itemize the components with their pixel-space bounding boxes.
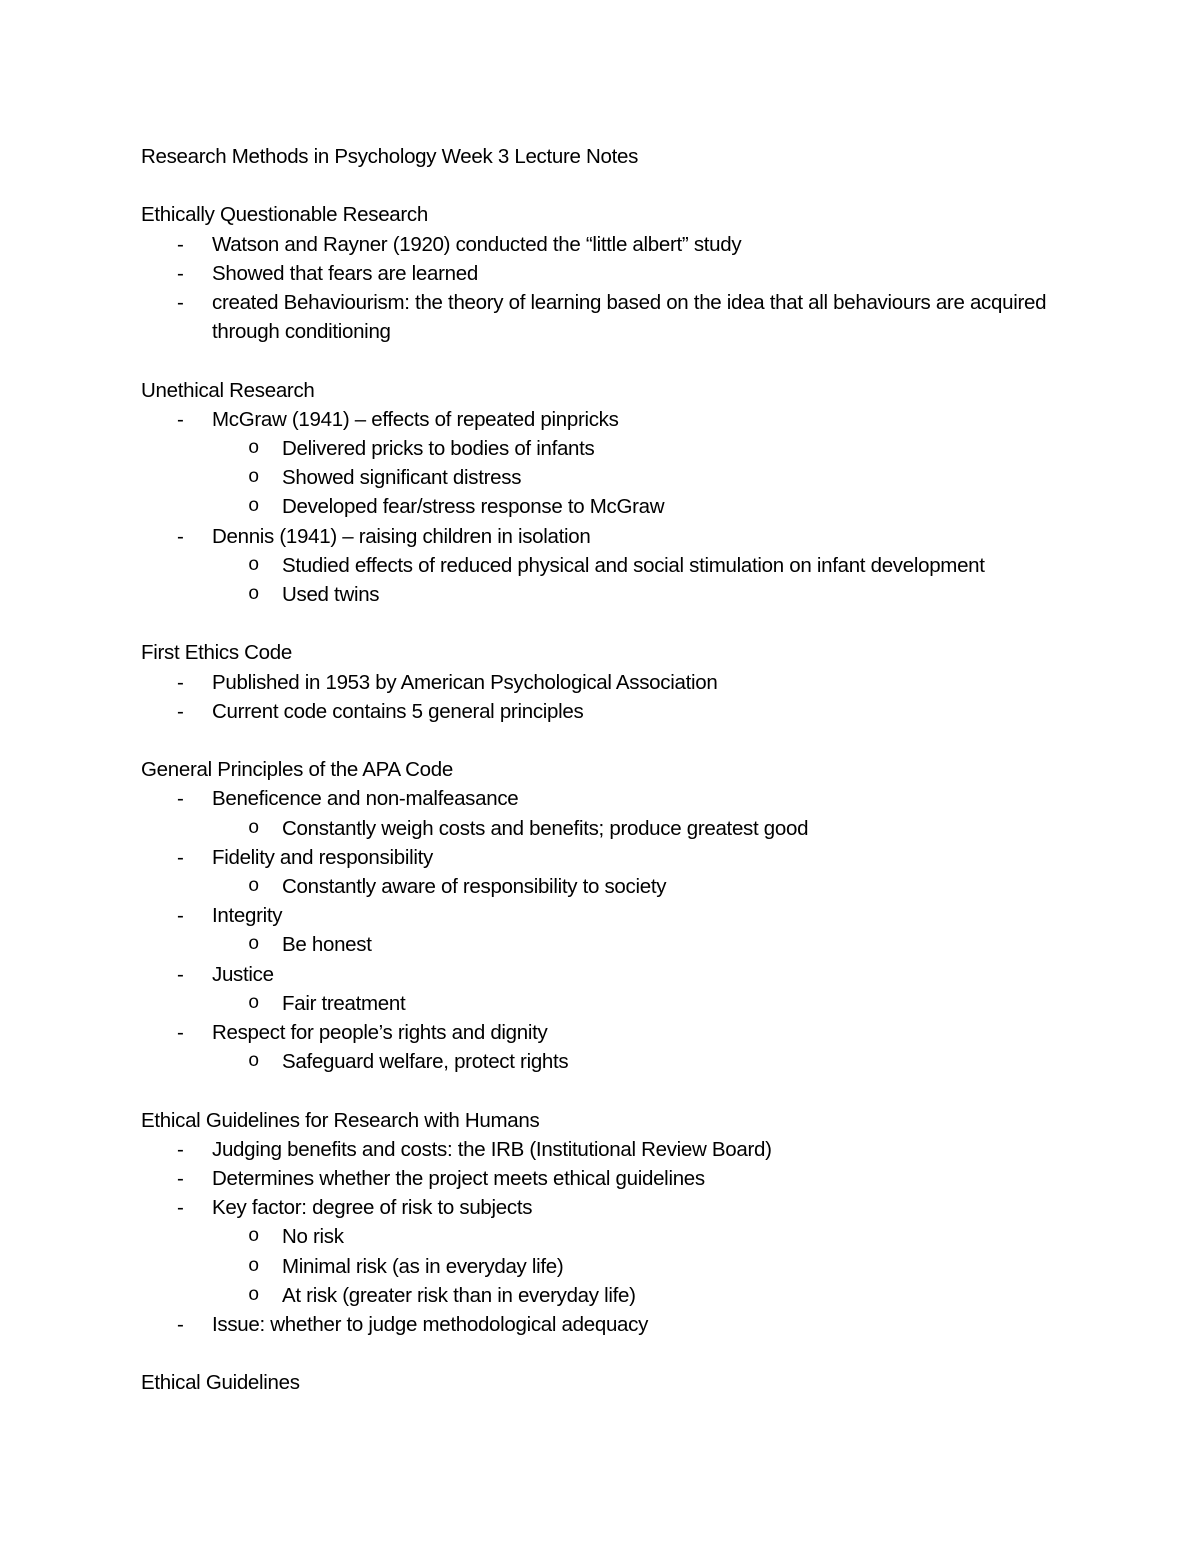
list-item bbox=[141, 1164, 1101, 1193]
dash-bullet-marker: - bbox=[177, 962, 184, 986]
sub-bullet-list bbox=[141, 989, 1101, 1018]
dash-bullet-marker: - bbox=[177, 670, 184, 694]
list-item bbox=[141, 522, 1101, 610]
list-item-text: Issue: whether to judge methodological adequacy bbox=[212, 1313, 649, 1337]
list-item bbox=[141, 901, 1101, 959]
circle-bullet-marker: o bbox=[248, 816, 260, 839]
sub-list-item bbox=[141, 580, 1101, 609]
section-heading: First Ethics Code bbox=[141, 641, 292, 665]
list-item-text: Beneficence and non-malfeasance bbox=[212, 787, 519, 811]
list-item-text: Justice bbox=[212, 962, 274, 986]
list-item bbox=[141, 668, 1101, 697]
list-item bbox=[141, 1135, 1101, 1164]
sub-list-item-text: Used twins bbox=[282, 583, 380, 607]
section bbox=[141, 638, 1101, 726]
list-item bbox=[141, 230, 1101, 259]
dash-bullet-marker: - bbox=[177, 232, 184, 256]
sections-container bbox=[141, 200, 1101, 1397]
spacer bbox=[141, 171, 1101, 200]
dash-bullet-marker: - bbox=[177, 699, 184, 723]
bullet-list bbox=[141, 230, 1101, 347]
dash-bullet-marker: - bbox=[177, 1196, 184, 1220]
section-heading: Unethical Research bbox=[141, 378, 315, 402]
dash-bullet-marker: - bbox=[177, 1313, 184, 1337]
sub-list-item bbox=[141, 434, 1101, 463]
list-item-text: McGraw (1941) – effects of repeated pinpricks bbox=[212, 407, 619, 431]
section bbox=[141, 755, 1101, 1076]
sub-list-item bbox=[141, 1047, 1101, 1076]
list-item bbox=[141, 259, 1101, 288]
dash-bullet-marker: - bbox=[177, 291, 184, 314]
circle-bullet-marker: o bbox=[248, 583, 260, 606]
dash-bullet-marker: - bbox=[177, 845, 184, 869]
circle-bullet-marker: o bbox=[248, 1050, 260, 1073]
sub-list-item bbox=[141, 1222, 1101, 1251]
circle-bullet-marker: o bbox=[248, 437, 260, 459]
list-item bbox=[141, 405, 1101, 522]
document-title: Research Methods in Psychology Week 3 Lecture Notes bbox=[141, 145, 639, 168]
sub-list-item-text: At risk (greater risk than in everyday life) bbox=[282, 1283, 636, 1307]
section-heading: Ethically Questionable Research bbox=[141, 203, 428, 227]
circle-bullet-marker: o bbox=[248, 466, 260, 489]
sub-bullet-list bbox=[141, 434, 1101, 522]
document-body bbox=[141, 142, 1101, 1427]
list-item bbox=[141, 1193, 1101, 1310]
sub-list-item bbox=[141, 551, 1101, 580]
sub-list-item bbox=[141, 492, 1101, 521]
bullet-list bbox=[141, 1135, 1101, 1339]
sub-list-item-text: Developed fear/stress response to McGraw bbox=[282, 495, 665, 519]
circle-bullet-marker: o bbox=[248, 553, 260, 576]
dash-bullet-marker: - bbox=[177, 407, 184, 431]
sub-list-item-text: Fair treatment bbox=[282, 991, 406, 1015]
sub-bullet-list bbox=[141, 1047, 1101, 1076]
list-item bbox=[141, 960, 1101, 1018]
dash-bullet-marker: - bbox=[177, 261, 184, 285]
list-item-text: created Behaviourism: the theory of learning based on the idea that all behaviours are acquired through conditioning bbox=[212, 291, 1047, 344]
list-item-text: Fidelity and responsibility bbox=[212, 845, 433, 869]
sub-list-item-text: No risk bbox=[282, 1225, 344, 1249]
list-item-text: Published in 1953 by American Psychological Association bbox=[212, 670, 718, 694]
circle-bullet-marker: o bbox=[248, 933, 260, 956]
sub-bullet-list bbox=[141, 1222, 1101, 1310]
section-heading: Ethical Guidelines bbox=[141, 1371, 300, 1395]
dash-bullet-marker: - bbox=[177, 1021, 184, 1045]
list-item bbox=[141, 784, 1101, 842]
sub-list-item-text: Be honest bbox=[282, 933, 372, 957]
sub-list-item-text: Delivered pricks to bodies of infants bbox=[282, 437, 595, 460]
bullet-list bbox=[141, 784, 1101, 1076]
sub-bullet-list bbox=[141, 872, 1101, 901]
circle-bullet-marker: o bbox=[248, 875, 260, 898]
list-item-text: Integrity bbox=[212, 904, 283, 928]
sub-bullet-list bbox=[141, 814, 1101, 843]
sub-list-item-text: Minimal risk (as in everyday life) bbox=[282, 1254, 564, 1278]
circle-bullet-marker: o bbox=[248, 1225, 260, 1248]
list-item bbox=[141, 1018, 1101, 1076]
list-item-text: Determines whether the project meets ethical guidelines bbox=[212, 1167, 705, 1191]
list-item-text: Respect for people’s rights and dignity bbox=[212, 1021, 548, 1045]
list-item-text: Key factor: degree of risk to subjects bbox=[212, 1196, 533, 1220]
sub-list-item bbox=[141, 814, 1101, 843]
circle-bullet-marker: o bbox=[248, 991, 260, 1014]
sub-bullet-list bbox=[141, 930, 1101, 959]
circle-bullet-marker: o bbox=[248, 1283, 260, 1306]
section bbox=[141, 200, 1101, 346]
bullet-list bbox=[141, 668, 1101, 726]
list-item bbox=[141, 1310, 1101, 1339]
sub-list-item bbox=[141, 463, 1101, 492]
bullet-list bbox=[141, 405, 1101, 609]
dash-bullet-marker: - bbox=[177, 1137, 184, 1161]
section bbox=[141, 1106, 1101, 1340]
list-item bbox=[141, 697, 1101, 726]
circle-bullet-marker: o bbox=[248, 495, 260, 518]
sub-bullet-list bbox=[141, 551, 1101, 609]
list-item bbox=[141, 288, 1101, 346]
dash-bullet-marker: - bbox=[177, 904, 184, 928]
list-item-text: Judging benefits and costs: the IRB (Institutional Review Board) bbox=[212, 1137, 772, 1161]
section-heading: Ethical Guidelines for Research with Humans bbox=[141, 1108, 540, 1132]
section bbox=[141, 1368, 1101, 1397]
sub-list-item-text: Constantly weigh costs and benefits; produce greatest good bbox=[282, 816, 809, 840]
dash-bullet-marker: - bbox=[177, 524, 184, 548]
list-item-text: Watson and Rayner (1920) conducted the “little albert” study bbox=[212, 232, 742, 256]
dash-bullet-marker: - bbox=[177, 1167, 184, 1191]
dash-bullet-marker: - bbox=[177, 787, 184, 811]
sub-list-item-text: Safeguard welfare, protect rights bbox=[282, 1050, 569, 1074]
sub-list-item bbox=[141, 1281, 1101, 1310]
sub-list-item bbox=[141, 989, 1101, 1018]
section-heading: General Principles of the APA Code bbox=[141, 758, 453, 782]
circle-bullet-marker: o bbox=[248, 1254, 260, 1277]
list-item-text: Current code contains 5 general principles bbox=[212, 699, 584, 723]
sub-list-item-text: Showed significant distress bbox=[282, 466, 522, 490]
sub-list-item-text: Studied effects of reduced physical and social stimulation on infant development bbox=[282, 553, 985, 577]
sub-list-item bbox=[141, 1252, 1101, 1281]
list-item-text: Dennis (1941) – raising children in isolation bbox=[212, 524, 591, 548]
sub-list-item bbox=[141, 930, 1101, 959]
sub-list-item bbox=[141, 872, 1101, 901]
list-item bbox=[141, 843, 1101, 901]
sub-list-item-text: Constantly aware of responsibility to society bbox=[282, 875, 667, 899]
list-item-text: Showed that fears are learned bbox=[212, 261, 478, 285]
section bbox=[141, 376, 1101, 610]
